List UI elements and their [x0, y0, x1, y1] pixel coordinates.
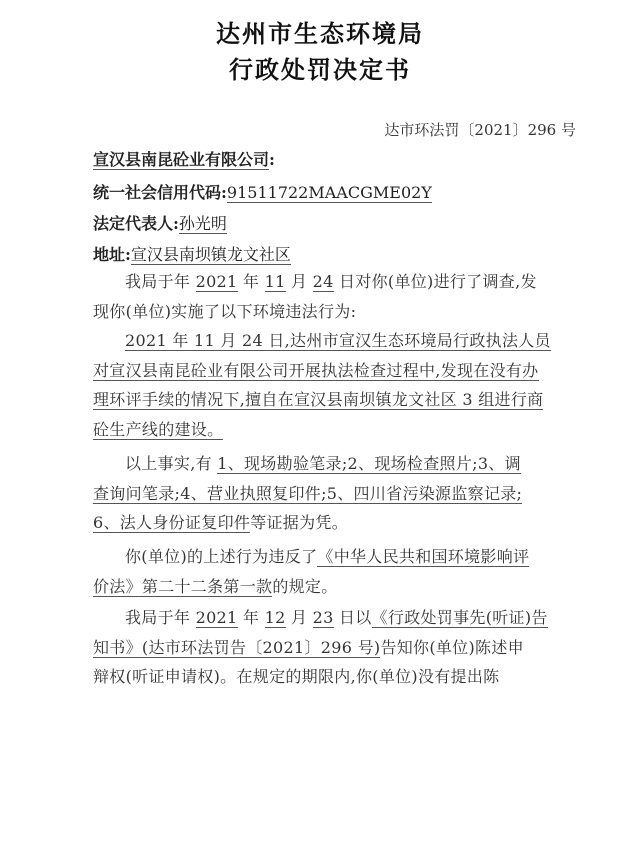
- address-label: 地址:: [93, 245, 131, 264]
- agency-title: 达州市生态环境局: [216, 20, 424, 48]
- legal-rep-line: [93, 211, 227, 234]
- address-value: 宣汉县南坝镇龙文社区: [130, 245, 291, 264]
- legal-rep-label: 法定代表人:: [93, 214, 179, 233]
- document-number: 达市环法罚〔2021〕296 号: [384, 121, 576, 139]
- credit-code-line: [93, 180, 432, 203]
- evidence-paragraph: 以上事实,有 1、现场勘验笔录;2、现场检查照片;3、调 查询问笔录;4、营业执照复印件;5、四川省污染源监察记录; 6、法人身份证复印件等证据为凭。: [93, 454, 523, 532]
- address-line: [93, 242, 291, 265]
- party-name-suffix: :: [269, 150, 275, 169]
- credit-code-label: 统一社会信用代码:: [93, 183, 227, 202]
- violation-facts-paragraph: 2021 年 11 月 24 日,达州市宣汉生态环境局行政执法人员 对宣汉县南昆砼业有限公司开展执法检查过程中,发现在没有办 理环评手续的情况下,擅自在宣汉县南坝镇龙文社区 3 组进行商 砼生产线的建设。: [93, 331, 551, 439]
- party-name-line: [93, 147, 275, 170]
- document-title: 行政处罚决定书: [229, 56, 411, 84]
- notification-paragraph: 我局于年 2021 年 12 月 23 日以《行政处罚事先(听证)告 知书》(达市环法罚告〔2021〕296 号)告知你(单位)陈述申 辩权(听证申请权)。在规定的期限内,你(单位)没有提出陈: [93, 608, 548, 686]
- party-name: 宣汉县南昆砼业有限公司: [93, 150, 270, 169]
- investigation-paragraph: 我局于年 2021 年 11 月 24 日对你(单位)进行了调查,发 现你(单位)实施了以下环境违法行为:: [93, 272, 537, 321]
- legal-rep-value: 孙光明: [178, 214, 227, 233]
- legal-basis-paragraph: 你(单位)的上述行为违反了《中华人民共和国环境影响评 价法》第二十二条第一款的规定。: [93, 547, 530, 596]
- credit-code-value: 91511722MAACGME02Y: [226, 183, 432, 202]
